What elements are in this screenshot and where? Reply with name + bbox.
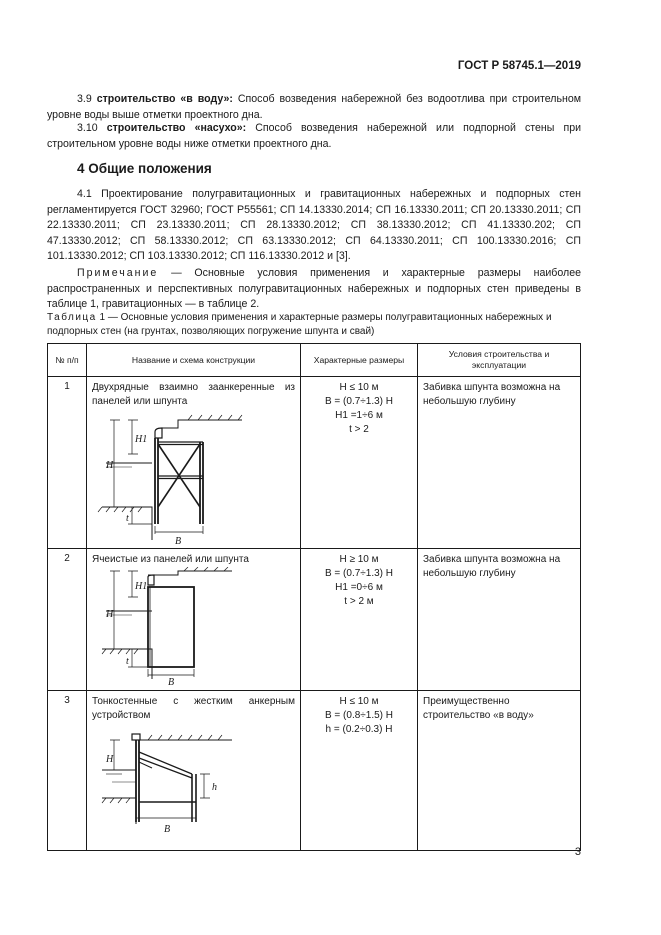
row-number: 3 bbox=[48, 691, 87, 851]
construction-name: Тонкостенные с жестким анкерным устройством bbox=[92, 696, 295, 721]
header-num: № п/п bbox=[48, 344, 87, 377]
table-caption bbox=[47, 311, 581, 339]
row-dims bbox=[301, 377, 418, 549]
definition-term: строительство «насухо»: bbox=[106, 122, 247, 134]
dim-value: t > 2 м bbox=[344, 596, 374, 607]
row-name-cell bbox=[87, 377, 301, 549]
dim-value: h = (0.2÷0.3) H bbox=[325, 724, 393, 735]
dim-value: B = (0.7÷1.3) H bbox=[324, 396, 394, 407]
dim-value: H1 =1÷6 м bbox=[335, 410, 383, 421]
header-conditions: Условия строительства и эксплуатации bbox=[418, 344, 581, 377]
scheme-double-row bbox=[92, 408, 295, 544]
label-h1: H1 bbox=[135, 434, 148, 445]
row-dims bbox=[301, 691, 418, 851]
label-h1: H1 bbox=[135, 580, 148, 592]
label-t: t bbox=[126, 513, 129, 524]
header-dims: Характерные размеры bbox=[301, 344, 418, 377]
definition-3-10 bbox=[47, 121, 581, 152]
conditions-table bbox=[47, 343, 581, 851]
table-row bbox=[48, 549, 581, 691]
row-dims bbox=[301, 549, 418, 691]
dim-value: H1 =0÷6 м bbox=[335, 582, 383, 593]
dim-value: B = (0.7÷1.3) H bbox=[324, 568, 394, 579]
row-conditions: Преимущественно строительство «в воду» bbox=[418, 691, 581, 851]
dim-value: t > 2 bbox=[349, 424, 369, 435]
construction-name: Ячеистые из панелей или шпунта bbox=[92, 554, 249, 565]
label-b: B bbox=[175, 536, 182, 544]
definition-text: Способ возведения набережной без водоотлива при строительном уровне воды выше отметки проектного дна. bbox=[47, 93, 581, 121]
definition-text: Способ возведения набережной или подпорной стены при строительном уровне воды ниже отметки проектного дна. bbox=[47, 122, 582, 150]
clause-4-1: 4.1 Проектирование полугравитационных и гравитационных набережных и подпорных стен регламентируется ГОСТ 32960; ГОСТ Р55561; СП 14.13330.2014; СП 16.13330.2011; СП 20.13330.2011; СП 22.13330.2011; СП 23.13330.2011; СП 28.13330.2012; СП 38.13330.2012; СП 41.13330.202; СП 47.13330.2012; СП 58.13330.2012; СП 63.13330.2012; СП 64.13330.2011; СП 100.13330.2016; СП 101.13330.2012; СП 103.13330.2012; СП 116.13330.2012 и [3]. bbox=[47, 188, 581, 262]
row-number: 1 bbox=[48, 377, 87, 549]
label-b: B bbox=[164, 824, 171, 835]
row-conditions: Забивка шпунта возможна на небольшую глубину bbox=[418, 549, 581, 691]
definition-3-9 bbox=[47, 92, 581, 123]
note bbox=[47, 266, 581, 313]
row-name-cell bbox=[87, 549, 301, 691]
table-row bbox=[48, 377, 581, 549]
construction-name: Двухрядные взаимно заанкеренные из панелей или шпунта bbox=[92, 382, 295, 407]
document-code: ГОСТ Р 58745.1—2019 bbox=[457, 60, 581, 72]
note-label: Примечание bbox=[77, 267, 159, 279]
label-b: B bbox=[168, 676, 175, 685]
definition-term: строительство «в воду»: bbox=[96, 93, 233, 105]
label-h-small: h bbox=[212, 782, 217, 793]
row-name-cell bbox=[87, 691, 301, 851]
scheme-cellular bbox=[92, 567, 295, 685]
note-text: — Основные условия применения и характерные размеры наиболее распространенных и перспективных полугравитационных набережных и подпорных стен приведены в таблице 1, гравитационных — в таблице 2. bbox=[47, 267, 581, 310]
table-caption-label: Таблица bbox=[47, 312, 97, 323]
definition-number: 3.10 bbox=[77, 122, 98, 134]
definition-number: 3.9 bbox=[77, 93, 92, 105]
table-header-row bbox=[48, 344, 581, 377]
label-t: t bbox=[126, 655, 129, 667]
section-title: 4 Общие положения bbox=[77, 161, 212, 176]
dim-value: B = (0.8÷1.5) H bbox=[324, 710, 394, 721]
label-h: H bbox=[106, 608, 114, 620]
label-h: H bbox=[106, 754, 114, 765]
table-caption-text: 1 — Основные условия применения и характерные размеры полугравитационных набережных и подпорных стен (на грунтах, позволяющих погружение шпунта и свай) bbox=[47, 312, 552, 337]
row-number: 2 bbox=[48, 549, 87, 691]
label-h: H bbox=[106, 460, 114, 471]
page-number: 3 bbox=[574, 846, 581, 858]
dim-value: H ≤ 10 м bbox=[339, 382, 379, 393]
row-conditions: Забивка шпунта возможна на небольшую глубину bbox=[418, 377, 581, 549]
dim-value: H ≥ 10 м bbox=[339, 554, 379, 565]
header-name: Название и схема конструкции bbox=[87, 344, 301, 377]
scheme-thin-wall bbox=[92, 722, 295, 846]
table-row bbox=[48, 691, 581, 851]
dim-value: H ≤ 10 м bbox=[339, 696, 379, 707]
